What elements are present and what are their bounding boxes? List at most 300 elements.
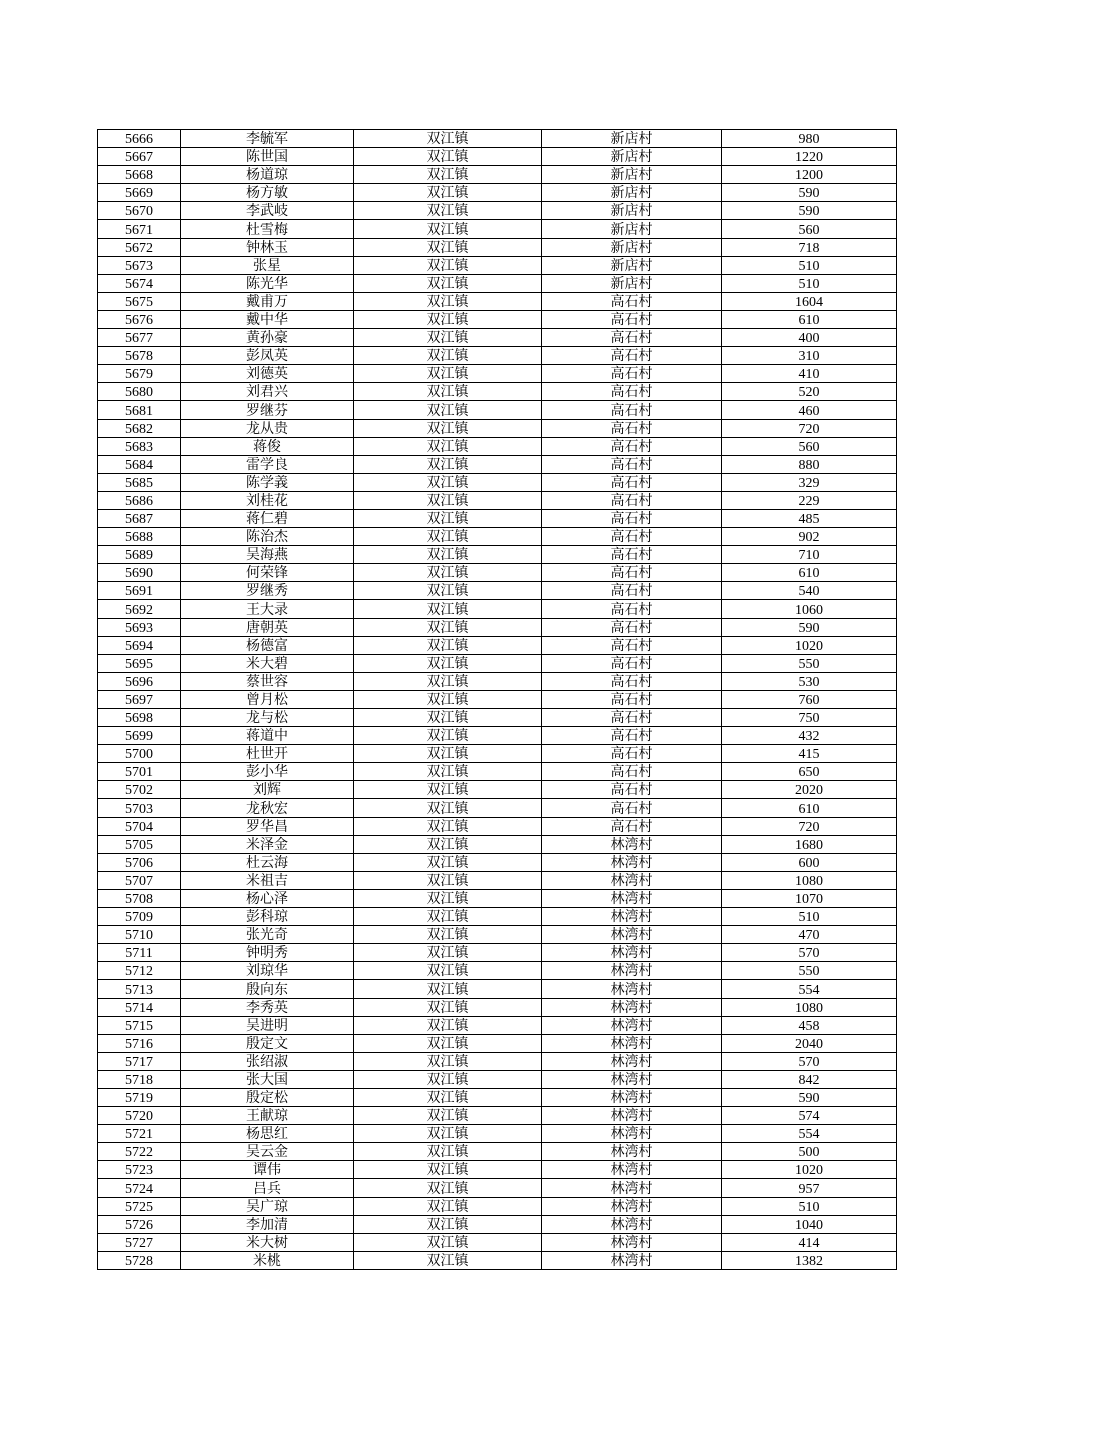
village-cell: 林湾村 [542, 835, 722, 853]
town-cell: 双江镇 [354, 1016, 542, 1034]
town-cell: 双江镇 [354, 618, 542, 636]
name-cell: 吕兵 [181, 1179, 354, 1197]
amount-cell: 485 [722, 509, 897, 527]
table-row [98, 130, 897, 148]
amount-cell: 560 [722, 437, 897, 455]
amount-cell: 610 [722, 564, 897, 582]
table-row [98, 1197, 897, 1215]
name-cell: 吴云金 [181, 1143, 354, 1161]
village-cell: 林湾村 [542, 1233, 722, 1251]
town-cell: 双江镇 [354, 835, 542, 853]
row-number-cell: 5668 [98, 166, 181, 184]
table-row [98, 944, 897, 962]
row-number-cell: 5727 [98, 1233, 181, 1251]
table-row [98, 148, 897, 166]
table-row [98, 202, 897, 220]
village-cell: 林湾村 [542, 1016, 722, 1034]
amount-cell: 1080 [722, 871, 897, 889]
village-cell: 林湾村 [542, 1161, 722, 1179]
row-number-cell: 5670 [98, 202, 181, 220]
village-cell: 高石村 [542, 347, 722, 365]
amount-cell: 1200 [722, 166, 897, 184]
name-cell: 杨道琼 [181, 166, 354, 184]
name-cell: 杜世开 [181, 745, 354, 763]
amount-cell: 554 [722, 1125, 897, 1143]
row-number-cell: 5683 [98, 437, 181, 455]
name-cell: 杨德富 [181, 636, 354, 654]
town-cell: 双江镇 [354, 944, 542, 962]
name-cell: 蒋仁碧 [181, 509, 354, 527]
village-cell: 林湾村 [542, 1143, 722, 1161]
village-cell: 林湾村 [542, 908, 722, 926]
town-cell: 双江镇 [354, 817, 542, 835]
row-number-cell: 5688 [98, 528, 181, 546]
amount-cell: 1020 [722, 636, 897, 654]
village-cell: 高石村 [542, 745, 722, 763]
village-cell: 林湾村 [542, 1179, 722, 1197]
village-cell: 高石村 [542, 473, 722, 491]
village-cell: 林湾村 [542, 1070, 722, 1088]
town-cell: 双江镇 [354, 383, 542, 401]
amount-cell: 600 [722, 853, 897, 871]
table-row [98, 365, 897, 383]
row-number-cell: 5692 [98, 600, 181, 618]
name-cell: 罗继秀 [181, 582, 354, 600]
town-cell: 双江镇 [354, 1161, 542, 1179]
table-row [98, 980, 897, 998]
amount-cell: 650 [722, 763, 897, 781]
row-number-cell: 5680 [98, 383, 181, 401]
amount-cell: 550 [722, 654, 897, 672]
name-cell: 罗继芬 [181, 401, 354, 419]
amount-cell: 432 [722, 727, 897, 745]
table-row [98, 636, 897, 654]
name-cell: 刘德英 [181, 365, 354, 383]
town-cell: 双江镇 [354, 1179, 542, 1197]
row-number-cell: 5712 [98, 962, 181, 980]
name-cell: 王大录 [181, 600, 354, 618]
amount-cell: 510 [722, 274, 897, 292]
name-cell: 龙与松 [181, 709, 354, 727]
name-cell: 戴中华 [181, 310, 354, 328]
amount-cell: 510 [722, 1197, 897, 1215]
village-cell: 高石村 [542, 401, 722, 419]
name-cell: 陈光华 [181, 274, 354, 292]
name-cell: 张大国 [181, 1070, 354, 1088]
town-cell: 双江镇 [354, 636, 542, 654]
name-cell: 钟明秀 [181, 944, 354, 962]
row-number-cell: 5699 [98, 727, 181, 745]
row-number-cell: 5713 [98, 980, 181, 998]
village-cell: 高石村 [542, 509, 722, 527]
row-number-cell: 5666 [98, 130, 181, 148]
town-cell: 双江镇 [354, 528, 542, 546]
village-cell: 林湾村 [542, 871, 722, 889]
table-row [98, 238, 897, 256]
table-row [98, 256, 897, 274]
amount-cell: 400 [722, 329, 897, 347]
town-cell: 双江镇 [354, 166, 542, 184]
row-number-cell: 5689 [98, 546, 181, 564]
amount-cell: 610 [722, 310, 897, 328]
table-row [98, 184, 897, 202]
name-cell: 唐朝英 [181, 618, 354, 636]
amount-cell: 750 [722, 709, 897, 727]
name-cell: 陈学義 [181, 473, 354, 491]
town-cell: 双江镇 [354, 184, 542, 202]
amount-cell: 760 [722, 690, 897, 708]
row-number-cell: 5684 [98, 455, 181, 473]
row-number-cell: 5718 [98, 1070, 181, 1088]
amount-cell: 720 [722, 419, 897, 437]
name-cell: 杨思红 [181, 1125, 354, 1143]
town-cell: 双江镇 [354, 455, 542, 473]
table-row [98, 654, 897, 672]
table-row [98, 274, 897, 292]
table-row [98, 455, 897, 473]
name-cell: 龙秋宏 [181, 799, 354, 817]
village-cell: 高石村 [542, 636, 722, 654]
table-row [98, 419, 897, 437]
row-number-cell: 5722 [98, 1143, 181, 1161]
name-cell: 殷定松 [181, 1088, 354, 1106]
town-cell: 双江镇 [354, 853, 542, 871]
table-row [98, 582, 897, 600]
table-row [98, 564, 897, 582]
name-cell: 张星 [181, 256, 354, 274]
name-cell: 吴进明 [181, 1016, 354, 1034]
name-cell: 龙从贵 [181, 419, 354, 437]
row-number-cell: 5716 [98, 1034, 181, 1052]
village-cell: 林湾村 [542, 1251, 722, 1269]
row-number-cell: 5705 [98, 835, 181, 853]
row-number-cell: 5679 [98, 365, 181, 383]
town-cell: 双江镇 [354, 509, 542, 527]
amount-cell: 550 [722, 962, 897, 980]
row-number-cell: 5726 [98, 1215, 181, 1233]
table-row [98, 166, 897, 184]
table-row [98, 383, 897, 401]
record-table-body [98, 130, 897, 1270]
name-cell: 谭伟 [181, 1161, 354, 1179]
village-cell: 林湾村 [542, 1088, 722, 1106]
town-cell: 双江镇 [354, 781, 542, 799]
table-row [98, 329, 897, 347]
town-cell: 双江镇 [354, 582, 542, 600]
row-number-cell: 5700 [98, 745, 181, 763]
village-cell: 林湾村 [542, 1052, 722, 1070]
town-cell: 双江镇 [354, 1088, 542, 1106]
name-cell: 蔡世容 [181, 672, 354, 690]
town-cell: 双江镇 [354, 690, 542, 708]
town-cell: 双江镇 [354, 1251, 542, 1269]
village-cell: 林湾村 [542, 980, 722, 998]
town-cell: 双江镇 [354, 437, 542, 455]
name-cell: 吴广琼 [181, 1197, 354, 1215]
row-number-cell: 5698 [98, 709, 181, 727]
village-cell: 新店村 [542, 202, 722, 220]
row-number-cell: 5728 [98, 1251, 181, 1269]
village-cell: 林湾村 [542, 853, 722, 871]
name-cell: 蒋道中 [181, 727, 354, 745]
table-row [98, 1125, 897, 1143]
table-row [98, 1052, 897, 1070]
table-row [98, 1179, 897, 1197]
name-cell: 陈治杰 [181, 528, 354, 546]
name-cell: 刘桂花 [181, 491, 354, 509]
name-cell: 李加清 [181, 1215, 354, 1233]
amount-cell: 520 [722, 383, 897, 401]
row-number-cell: 5691 [98, 582, 181, 600]
row-number-cell: 5697 [98, 690, 181, 708]
amount-cell: 1080 [722, 998, 897, 1016]
town-cell: 双江镇 [354, 1070, 542, 1088]
row-number-cell: 5676 [98, 310, 181, 328]
name-cell: 杜云海 [181, 853, 354, 871]
amount-cell: 2020 [722, 781, 897, 799]
village-cell: 高石村 [542, 799, 722, 817]
town-cell: 双江镇 [354, 962, 542, 980]
village-cell: 新店村 [542, 238, 722, 256]
village-cell: 高石村 [542, 528, 722, 546]
amount-cell: 540 [722, 582, 897, 600]
village-cell: 林湾村 [542, 1125, 722, 1143]
village-cell: 新店村 [542, 166, 722, 184]
town-cell: 双江镇 [354, 256, 542, 274]
town-cell: 双江镇 [354, 546, 542, 564]
table-row [98, 1016, 897, 1034]
town-cell: 双江镇 [354, 1052, 542, 1070]
amount-cell: 590 [722, 618, 897, 636]
row-number-cell: 5721 [98, 1125, 181, 1143]
amount-cell: 574 [722, 1107, 897, 1125]
name-cell: 刘君兴 [181, 383, 354, 401]
name-cell: 曾月松 [181, 690, 354, 708]
town-cell: 双江镇 [354, 998, 542, 1016]
name-cell: 蒋俊 [181, 437, 354, 455]
table-row [98, 473, 897, 491]
amount-cell: 610 [722, 799, 897, 817]
table-row [98, 1161, 897, 1179]
name-cell: 米大碧 [181, 654, 354, 672]
town-cell: 双江镇 [354, 401, 542, 419]
amount-cell: 414 [722, 1233, 897, 1251]
amount-cell: 902 [722, 528, 897, 546]
town-cell: 双江镇 [354, 908, 542, 926]
amount-cell: 1020 [722, 1161, 897, 1179]
row-number-cell: 5696 [98, 672, 181, 690]
village-cell: 高石村 [542, 310, 722, 328]
village-cell: 新店村 [542, 274, 722, 292]
table-row [98, 618, 897, 636]
row-number-cell: 5714 [98, 998, 181, 1016]
table-row [98, 871, 897, 889]
village-cell: 高石村 [542, 546, 722, 564]
name-cell: 陈世国 [181, 148, 354, 166]
village-cell: 新店村 [542, 220, 722, 238]
town-cell: 双江镇 [354, 1215, 542, 1233]
amount-cell: 1060 [722, 600, 897, 618]
village-cell: 高石村 [542, 582, 722, 600]
name-cell: 彭小华 [181, 763, 354, 781]
amount-cell: 842 [722, 1070, 897, 1088]
village-cell: 林湾村 [542, 1197, 722, 1215]
amount-cell: 980 [722, 130, 897, 148]
amount-cell: 510 [722, 908, 897, 926]
row-number-cell: 5690 [98, 564, 181, 582]
row-number-cell: 5710 [98, 926, 181, 944]
amount-cell: 2040 [722, 1034, 897, 1052]
row-number-cell: 5682 [98, 419, 181, 437]
table-row [98, 600, 897, 618]
amount-cell: 458 [722, 1016, 897, 1034]
village-cell: 高石村 [542, 329, 722, 347]
town-cell: 双江镇 [354, 148, 542, 166]
name-cell: 张光奇 [181, 926, 354, 944]
amount-cell: 554 [722, 980, 897, 998]
table-row [98, 835, 897, 853]
row-number-cell: 5717 [98, 1052, 181, 1070]
amount-cell: 710 [722, 546, 897, 564]
village-cell: 新店村 [542, 130, 722, 148]
town-cell: 双江镇 [354, 365, 542, 383]
name-cell: 殷定文 [181, 1034, 354, 1052]
name-cell: 米泽金 [181, 835, 354, 853]
table-row [98, 781, 897, 799]
village-cell: 高石村 [542, 672, 722, 690]
amount-cell: 1040 [722, 1215, 897, 1233]
table-row [98, 727, 897, 745]
town-cell: 双江镇 [354, 1143, 542, 1161]
row-number-cell: 5675 [98, 292, 181, 310]
name-cell: 彭科琼 [181, 908, 354, 926]
table-row [98, 799, 897, 817]
table-row [98, 1143, 897, 1161]
table-row [98, 292, 897, 310]
village-cell: 林湾村 [542, 926, 722, 944]
row-number-cell: 5672 [98, 238, 181, 256]
row-number-cell: 5715 [98, 1016, 181, 1034]
table-row [98, 962, 897, 980]
amount-cell: 1680 [722, 835, 897, 853]
village-cell: 高石村 [542, 292, 722, 310]
row-number-cell: 5686 [98, 491, 181, 509]
amount-cell: 1382 [722, 1251, 897, 1269]
amount-cell: 720 [722, 817, 897, 835]
town-cell: 双江镇 [354, 1034, 542, 1052]
name-cell: 张绍淑 [181, 1052, 354, 1070]
village-cell: 林湾村 [542, 1215, 722, 1233]
town-cell: 双江镇 [354, 745, 542, 763]
row-number-cell: 5707 [98, 871, 181, 889]
amount-cell: 500 [722, 1143, 897, 1161]
row-number-cell: 5724 [98, 1179, 181, 1197]
town-cell: 双江镇 [354, 473, 542, 491]
row-number-cell: 5677 [98, 329, 181, 347]
name-cell: 何荣锋 [181, 564, 354, 582]
town-cell: 双江镇 [354, 654, 542, 672]
village-cell: 新店村 [542, 184, 722, 202]
table-row [98, 220, 897, 238]
table-row [98, 1088, 897, 1106]
amount-cell: 510 [722, 256, 897, 274]
village-cell: 高石村 [542, 564, 722, 582]
name-cell: 戴甫万 [181, 292, 354, 310]
row-number-cell: 5703 [98, 799, 181, 817]
village-cell: 高石村 [542, 437, 722, 455]
row-number-cell: 5709 [98, 908, 181, 926]
town-cell: 双江镇 [354, 672, 542, 690]
town-cell: 双江镇 [354, 238, 542, 256]
name-cell: 米桃 [181, 1251, 354, 1269]
table-row [98, 1215, 897, 1233]
table-row [98, 908, 897, 926]
amount-cell: 530 [722, 672, 897, 690]
name-cell: 黄孙豪 [181, 329, 354, 347]
amount-cell: 590 [722, 184, 897, 202]
name-cell: 李毓军 [181, 130, 354, 148]
table-row [98, 889, 897, 907]
town-cell: 双江镇 [354, 709, 542, 727]
amount-cell: 590 [722, 1088, 897, 1106]
row-number-cell: 5685 [98, 473, 181, 491]
name-cell: 米大树 [181, 1233, 354, 1251]
row-number-cell: 5719 [98, 1088, 181, 1106]
village-cell: 高石村 [542, 383, 722, 401]
amount-cell: 470 [722, 926, 897, 944]
amount-cell: 880 [722, 455, 897, 473]
village-cell: 新店村 [542, 148, 722, 166]
town-cell: 双江镇 [354, 799, 542, 817]
name-cell: 吴海燕 [181, 546, 354, 564]
table-row [98, 998, 897, 1016]
row-number-cell: 5674 [98, 274, 181, 292]
town-cell: 双江镇 [354, 926, 542, 944]
name-cell: 王献琼 [181, 1107, 354, 1125]
table-row [98, 690, 897, 708]
town-cell: 双江镇 [354, 1125, 542, 1143]
town-cell: 双江镇 [354, 202, 542, 220]
name-cell: 刘琼华 [181, 962, 354, 980]
amount-cell: 1604 [722, 292, 897, 310]
table-row [98, 509, 897, 527]
table-row [98, 1251, 897, 1269]
town-cell: 双江镇 [354, 419, 542, 437]
town-cell: 双江镇 [354, 310, 542, 328]
table-row [98, 763, 897, 781]
name-cell: 李武岐 [181, 202, 354, 220]
town-cell: 双江镇 [354, 292, 542, 310]
name-cell: 李秀英 [181, 998, 354, 1016]
village-cell: 高石村 [542, 618, 722, 636]
row-number-cell: 5673 [98, 256, 181, 274]
town-cell: 双江镇 [354, 220, 542, 238]
village-cell: 高石村 [542, 455, 722, 473]
table-row [98, 310, 897, 328]
town-cell: 双江镇 [354, 600, 542, 618]
town-cell: 双江镇 [354, 329, 542, 347]
table-row [98, 528, 897, 546]
table-row [98, 817, 897, 835]
table-row [98, 347, 897, 365]
town-cell: 双江镇 [354, 727, 542, 745]
town-cell: 双江镇 [354, 130, 542, 148]
table-row [98, 437, 897, 455]
name-cell: 彭凤英 [181, 347, 354, 365]
town-cell: 双江镇 [354, 980, 542, 998]
row-number-cell: 5695 [98, 654, 181, 672]
table-row [98, 1070, 897, 1088]
